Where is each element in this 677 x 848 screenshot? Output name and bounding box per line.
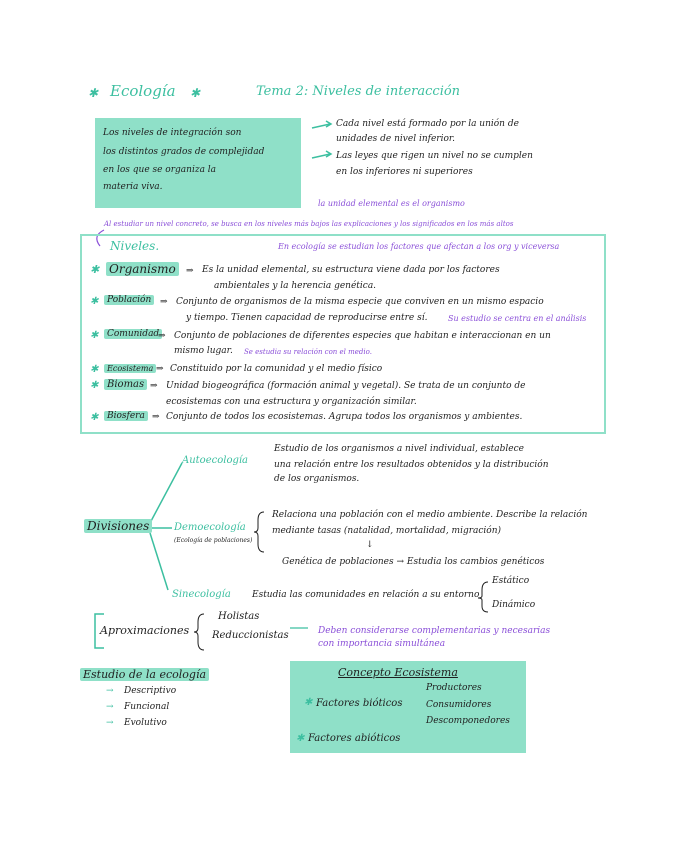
demo-desc: mediante tasas (natalidad, mortalidad, migración) <box>272 526 502 536</box>
niveles-side-note: En ecología se estudian los factores que afectan a los org y viceversa <box>278 242 560 251</box>
term-label: Organismo <box>106 262 179 276</box>
level-desc: Es la unidad elemental, su estructura viene dada por los factores <box>202 265 500 275</box>
level-desc: Conjunto de todos los ecosistemas. Agrupa todos los organismos y ambientes. <box>166 412 523 422</box>
demo-sublabel: (Ecología de poblaciones) <box>174 537 253 544</box>
definition-box <box>95 118 301 208</box>
star-icon: ✱ <box>88 86 99 100</box>
term-poblacion <box>104 295 154 305</box>
aprox-note: con importancia simultánea <box>318 639 446 649</box>
intro-note: Las leyes que rigen un nivel no se cumplen <box>336 151 533 161</box>
arrow-icon: ⇒ <box>186 266 194 276</box>
star-icon: ✱ <box>304 697 313 708</box>
niveles-heading: Niveles. <box>110 239 160 253</box>
star-icon: ✱ <box>90 263 100 276</box>
auto-desc: Estudio de los organismos a nivel individual, establece <box>274 444 524 454</box>
level-desc: Constituido por la comunidad y el medio físico <box>170 364 383 374</box>
sine-label: Sinecología <box>172 589 231 600</box>
star-icon: ✱ <box>90 296 99 307</box>
estudio-title <box>80 668 209 681</box>
level-desc: mismo lugar. <box>174 346 233 356</box>
term-label: Biosfera <box>104 411 148 421</box>
term-label: Ecosistema <box>104 364 156 373</box>
arrow-icon: → <box>106 702 114 712</box>
level-desc: y tiempo. Tienen capacidad de reproducirse entre sí. <box>186 313 428 323</box>
estudio-item: Funcional <box>124 702 170 712</box>
unit-note: la unidad elemental es el organismo <box>318 199 465 208</box>
term-label: Población <box>104 295 154 305</box>
divisiones-label <box>84 519 152 533</box>
level-desc: Conjunto de poblaciones de diferentes especies que habitan e interaccionan en un <box>174 331 551 341</box>
arrow-icon: ⇒ <box>160 297 168 307</box>
aprox-note: Deben considerarse complementarias y necesarias <box>318 626 551 636</box>
bioticos-sub: Productores <box>426 683 482 693</box>
star-icon: ✱ <box>190 86 201 100</box>
level-note: Se estudia su relación con el medio. <box>244 348 372 356</box>
term-biomas <box>104 379 147 390</box>
sine-estatico: Estático <box>492 576 530 586</box>
bioticos-sub: Consumidores <box>426 700 492 710</box>
star-icon: ✱ <box>90 364 99 375</box>
intro-note: unidades de nivel inferior. <box>336 134 456 144</box>
term-biosfera <box>104 411 148 421</box>
term-comunidad <box>104 329 162 339</box>
arrow-icon: → <box>106 718 114 728</box>
star-icon: ✱ <box>90 380 99 391</box>
term-label: Comunidad <box>104 329 162 339</box>
auto-label: Autoecología <box>182 455 249 466</box>
page-subtitle: Tema 2: Niveles de interacción <box>256 84 461 99</box>
estudio-item: Descriptivo <box>124 686 177 696</box>
arrow-icon: ⇒ <box>152 412 160 422</box>
level-desc: Unidad biogeográfica (formación animal y vegetal). Se trata de un conjunto de <box>166 381 526 391</box>
arrow-icon: ⇒ <box>150 381 158 391</box>
arrow-icon: ⇒ <box>158 331 166 341</box>
bioticos-label: Factores bióticos <box>316 698 403 709</box>
definition-line: Los niveles de integración son <box>103 128 242 138</box>
page-title: Ecología <box>110 82 176 100</box>
concepto-title: Concepto Ecosistema <box>338 666 458 679</box>
abioticos-label: Factores abióticos <box>308 733 401 744</box>
arrow-icon: ⇒ <box>156 364 164 374</box>
level-note: Su estudio se centra en el análisis <box>448 314 587 323</box>
level-desc: ecosistemas con una estructura y organización similar. <box>166 397 417 407</box>
star-icon: ✱ <box>296 733 305 744</box>
term-label: Biomas <box>104 379 147 390</box>
level-desc: Conjunto de organismos de la misma especie que conviven en un mismo espacio <box>176 297 544 307</box>
sine-desc: Estudia las comunidades en relación a su entorno <box>252 590 480 600</box>
aproximaciones-label: Aproximaciones <box>100 624 190 637</box>
genetica-desc: Genética de poblaciones → Estudia los cambios genéticos <box>282 557 545 567</box>
definition-line: en los que se organiza la <box>103 165 217 175</box>
term-organismo <box>106 262 179 276</box>
star-icon: ✱ <box>90 330 99 341</box>
star-icon: ✱ <box>90 412 99 423</box>
down-arrow-icon: ↓ <box>366 540 374 550</box>
intro-note: en los inferiores ni superiores <box>336 167 473 177</box>
level-desc: ambientales y la herencia genética. <box>214 281 377 291</box>
aprox-option: Holistas <box>218 611 260 622</box>
term-ecosistema <box>104 364 156 373</box>
definition-line: materia viva. <box>103 182 163 192</box>
auto-desc: una relación entre los resultados obtenidos y la distribución <box>274 460 549 470</box>
estudio-item: Evolutivo <box>124 718 167 728</box>
divisiones-text: Divisiones <box>84 519 152 533</box>
sine-dinamico: Dinámico <box>492 600 536 610</box>
demo-label: Demoecología <box>174 522 246 533</box>
arrow-icon: → <box>106 686 114 696</box>
estudio-title-text: Estudio de la ecología <box>80 668 209 681</box>
bioticos-sub: Descomponedores <box>426 716 510 726</box>
definition-line: los distintos grados de complejidad <box>103 147 265 157</box>
study-note: Al estudiar un nivel concreto, se busca en los niveles más bajos las explicaciones y los significados en los más altos <box>104 220 514 228</box>
aprox-option: Reduccionistas <box>212 630 289 641</box>
auto-desc: de los organismos. <box>274 474 360 484</box>
intro-note: Cada nivel está formado por la unión de <box>336 119 519 129</box>
demo-desc: Relaciona una población con el medio ambiente. Describe la relación <box>272 510 588 520</box>
